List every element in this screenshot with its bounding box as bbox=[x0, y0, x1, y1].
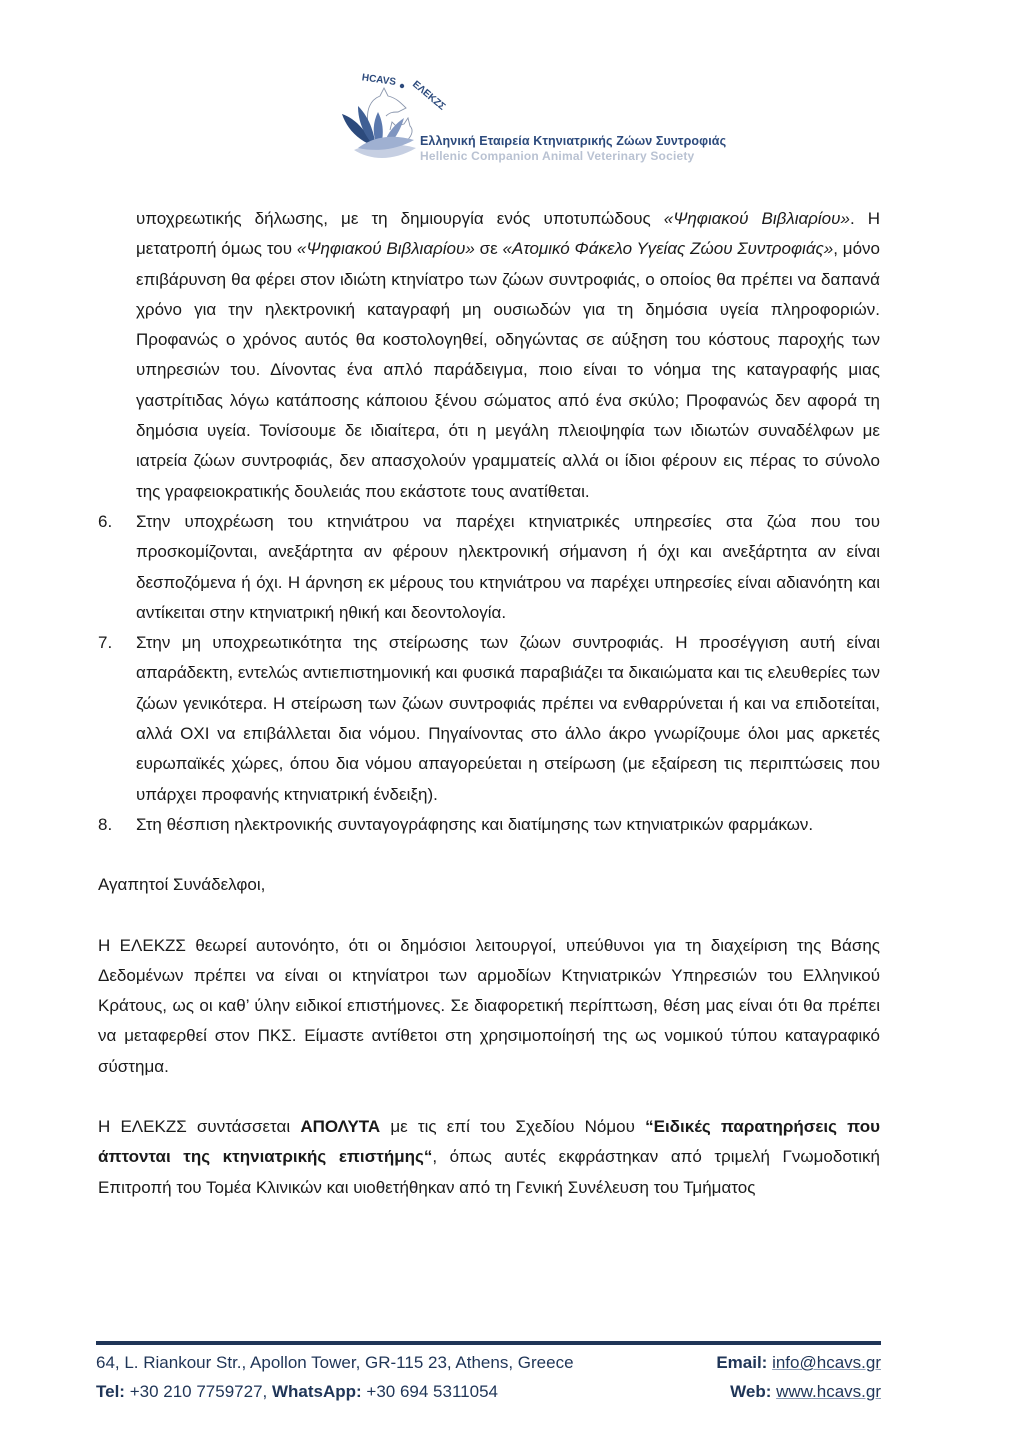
position-paragraph: Η ΕΛΕΚΖΣ θεωρεί αυτονόητο, ότι οι δημόσιοι λειτουργοί, υπεύθυνοι για τη διαχείριση της Βάσης Δεδομένων πρέπει να είναι οι κτηνίατροι των αρμοδίων Κτηνιατρικών Υπηρεσιών του Ελληνικού Κράτους, ως οι καθ’ ύλην ειδικοί επιστήμονες. Σε διαφορετική περίπτωση, θέση μας είναι ότι θα πρέπει να μεταφερθεί στον ΠΚΣ. Είμαστε αντίθετοι στη χρησιμοποίησή της ως νομικού τύπου καταγραφικό σύστημα. bbox=[98, 935, 880, 1076]
web-label: Web: bbox=[730, 1382, 772, 1401]
website-link[interactable]: www.hcavs.gr bbox=[776, 1382, 881, 1401]
digital-booklet-term: «Ψηφιακού Βιβλιαρίου» bbox=[663, 209, 850, 228]
list-item-number: 6. bbox=[98, 511, 113, 531]
list-item-text: Στην μη υποχρεωτικότητα της στείρωσης των ζώων συντροφιάς. Η προσέγγιση αυτή είναι απαράδεκτη, εντελώς αντιεπιστημονική και φυσικά παραβιάζει τα δικαιώματα και τις ελευθερίες των ζώων γενικότερα. Η στείρωση των ζώων συντροφιάς πρέπει να ενθαρρύνεται ή και να επιδοτείται, αλλά ΟΧΙ να επιβάλλεται δια νόμου. Πηγαίνοντας στο άλλο άκρο γνωρίζουμε όλοι μας αρκετές ευρωπαϊκές χώρες, όπου δια νόμου απαγορεύεται η στείρωση (με εξαίρεση τις περιπτώσεις που υπάρχει προφανής κτηνιατρική ένδειξη). bbox=[136, 633, 880, 804]
footer-address: 64, L. Riankour Str., Apollon Tower, GR-115 23, Athens, Greece bbox=[96, 1353, 574, 1372]
letter-body bbox=[98, 204, 880, 1203]
footer-email bbox=[716, 1348, 881, 1377]
continuation-paragraph: υποχρεωτικής δήλωσης, με τη δημιουργία ενός υποτυπώδους «Ψηφιακού Βιβλιαρίου». Η μετατροπή όμως του «Ψηφιακού Βιβλιαρίου» σε «Ατομικό Φάκελο Υγείας Ζώου Συντροφιάς», μόνο επιβάρυνση θα φέρει στον ιδιώτη κτηνίατρο των ζώων συντροφιάς, ο οποίος θα πρέπει να δαπανά χρόνο για την ηλεκτρονική καταγραφή μη ουσιωδών για τη δημόσια υγεία πληροφοριών. Προφανώς ο χρόνος αυτός θα κοστολογηθεί, οδηγώντας σε αύξηση του κόστους παροχής των υπηρεσιών του. Δίνοντας ένα απλό παράδειγμα, ποιο είναι το νόημα της καταγραφής μιας γαστρίτιδας λόγω κατάποσης κάποιου ξένου σώματος από ένα σκύλο; Προφανώς δεν αφορά τη δημόσια υγεία. Τονίσουμε δε ιδιαίτερα, ότι η μεγάλη πλειοψηφία των ιδιωτών συναδέλφων με ιατρεία ζώων συντροφιάς, δεν απασχολούν γραμματείς αλλά οι ίδιοι φέρουν εις πέρας το σύνολο της γραφειοκρατικής δουλειάς που εκάστοτε τους ανατίθεται. bbox=[136, 209, 881, 501]
list-item-text: Στην υποχρέωση του κτηνιάτρου να παρέχει κτηνιατρικές υπηρεσίες στα ζώα που του προσκομίζονται, ανεξάρτητα αν φέρουν ηλεκτρονική σήμανση ή όχι και ανεξάρτητα αν είναι δεσποζόμενα ή όχι. Η άρνηση εκ μέρους του κτηνιάτρου να παρέχει υπηρεσίες είναι αδιανόητη και αντίκειται στην κτηνιατρική ηθική και δεοντολογία. bbox=[136, 511, 880, 622]
email-link[interactable]: info@hcavs.gr bbox=[772, 1353, 881, 1372]
emphasis-special-remarks: “Ειδικές παρατηρήσεις που άπτονται της κτηνιατρικής επιστήμης“ bbox=[98, 1117, 880, 1167]
list-item-number: 8. bbox=[98, 814, 113, 834]
list-item-text: Στη θέσπιση ηλεκτρονικής συνταγογράφησης και διατίμησης των κτηνιατρικών φαρμάκων. bbox=[136, 814, 814, 834]
list-item bbox=[98, 810, 880, 840]
list-item bbox=[98, 507, 880, 628]
emphasis-absolutely: ΑΠΟΛΥΤΑ bbox=[300, 1117, 381, 1137]
digital-booklet-term: «Ψηφιακού Βιβλιαρίου» bbox=[296, 239, 475, 259]
svg-text:ΕΛΕΚΖΣ: ΕΛΕΚΖΣ bbox=[410, 78, 448, 113]
tel-number: +30 210 7759727, bbox=[124, 1382, 272, 1401]
whatsapp-number: +30 694 5311054 bbox=[361, 1382, 498, 1401]
health-record-term: «Ατομικό Φάκελο Υγείας Ζώου Συντροφιάς» bbox=[502, 239, 834, 259]
organization-logo bbox=[334, 66, 727, 170]
salutation: Αγαπητοί Συνάδελφοι, bbox=[98, 875, 266, 895]
list-item-number: 7. bbox=[98, 633, 113, 653]
footer-phones bbox=[96, 1377, 498, 1406]
endorsement-paragraph: Η ΕΛΕΚΖΣ συντάσσεται ΑΠΟΛΥΤΑ με τις επί του Σχεδίου Νόμου “Ειδικές παρατηρήσεις που άπτονται της κτηνιατρικής επιστήμης“, όπως αυτές εκφράστηκαν από τριμελή Γνωμοδοτική Επιτροπή του Τομέα Κλινικών και υιοθετήθηκαν από τη Γενική Συνέλευση του Τμήματος bbox=[98, 1117, 880, 1197]
footer-web bbox=[730, 1377, 881, 1406]
footer-divider bbox=[96, 1341, 881, 1345]
org-english-name: Hellenic Companion Animal Veterinary Society bbox=[420, 149, 695, 163]
org-greek-name: Ελληνική Εταιρεία Κτηνιατρικής Ζώων Συντροφιάς bbox=[420, 134, 727, 148]
whatsapp-label: WhatsApp: bbox=[271, 1382, 362, 1401]
tel-label: Tel: bbox=[96, 1382, 125, 1401]
list-item bbox=[98, 628, 880, 810]
svg-text:HCAVS: HCAVS bbox=[361, 72, 397, 89]
email-label: Email: bbox=[716, 1353, 768, 1372]
footer bbox=[96, 1348, 881, 1406]
